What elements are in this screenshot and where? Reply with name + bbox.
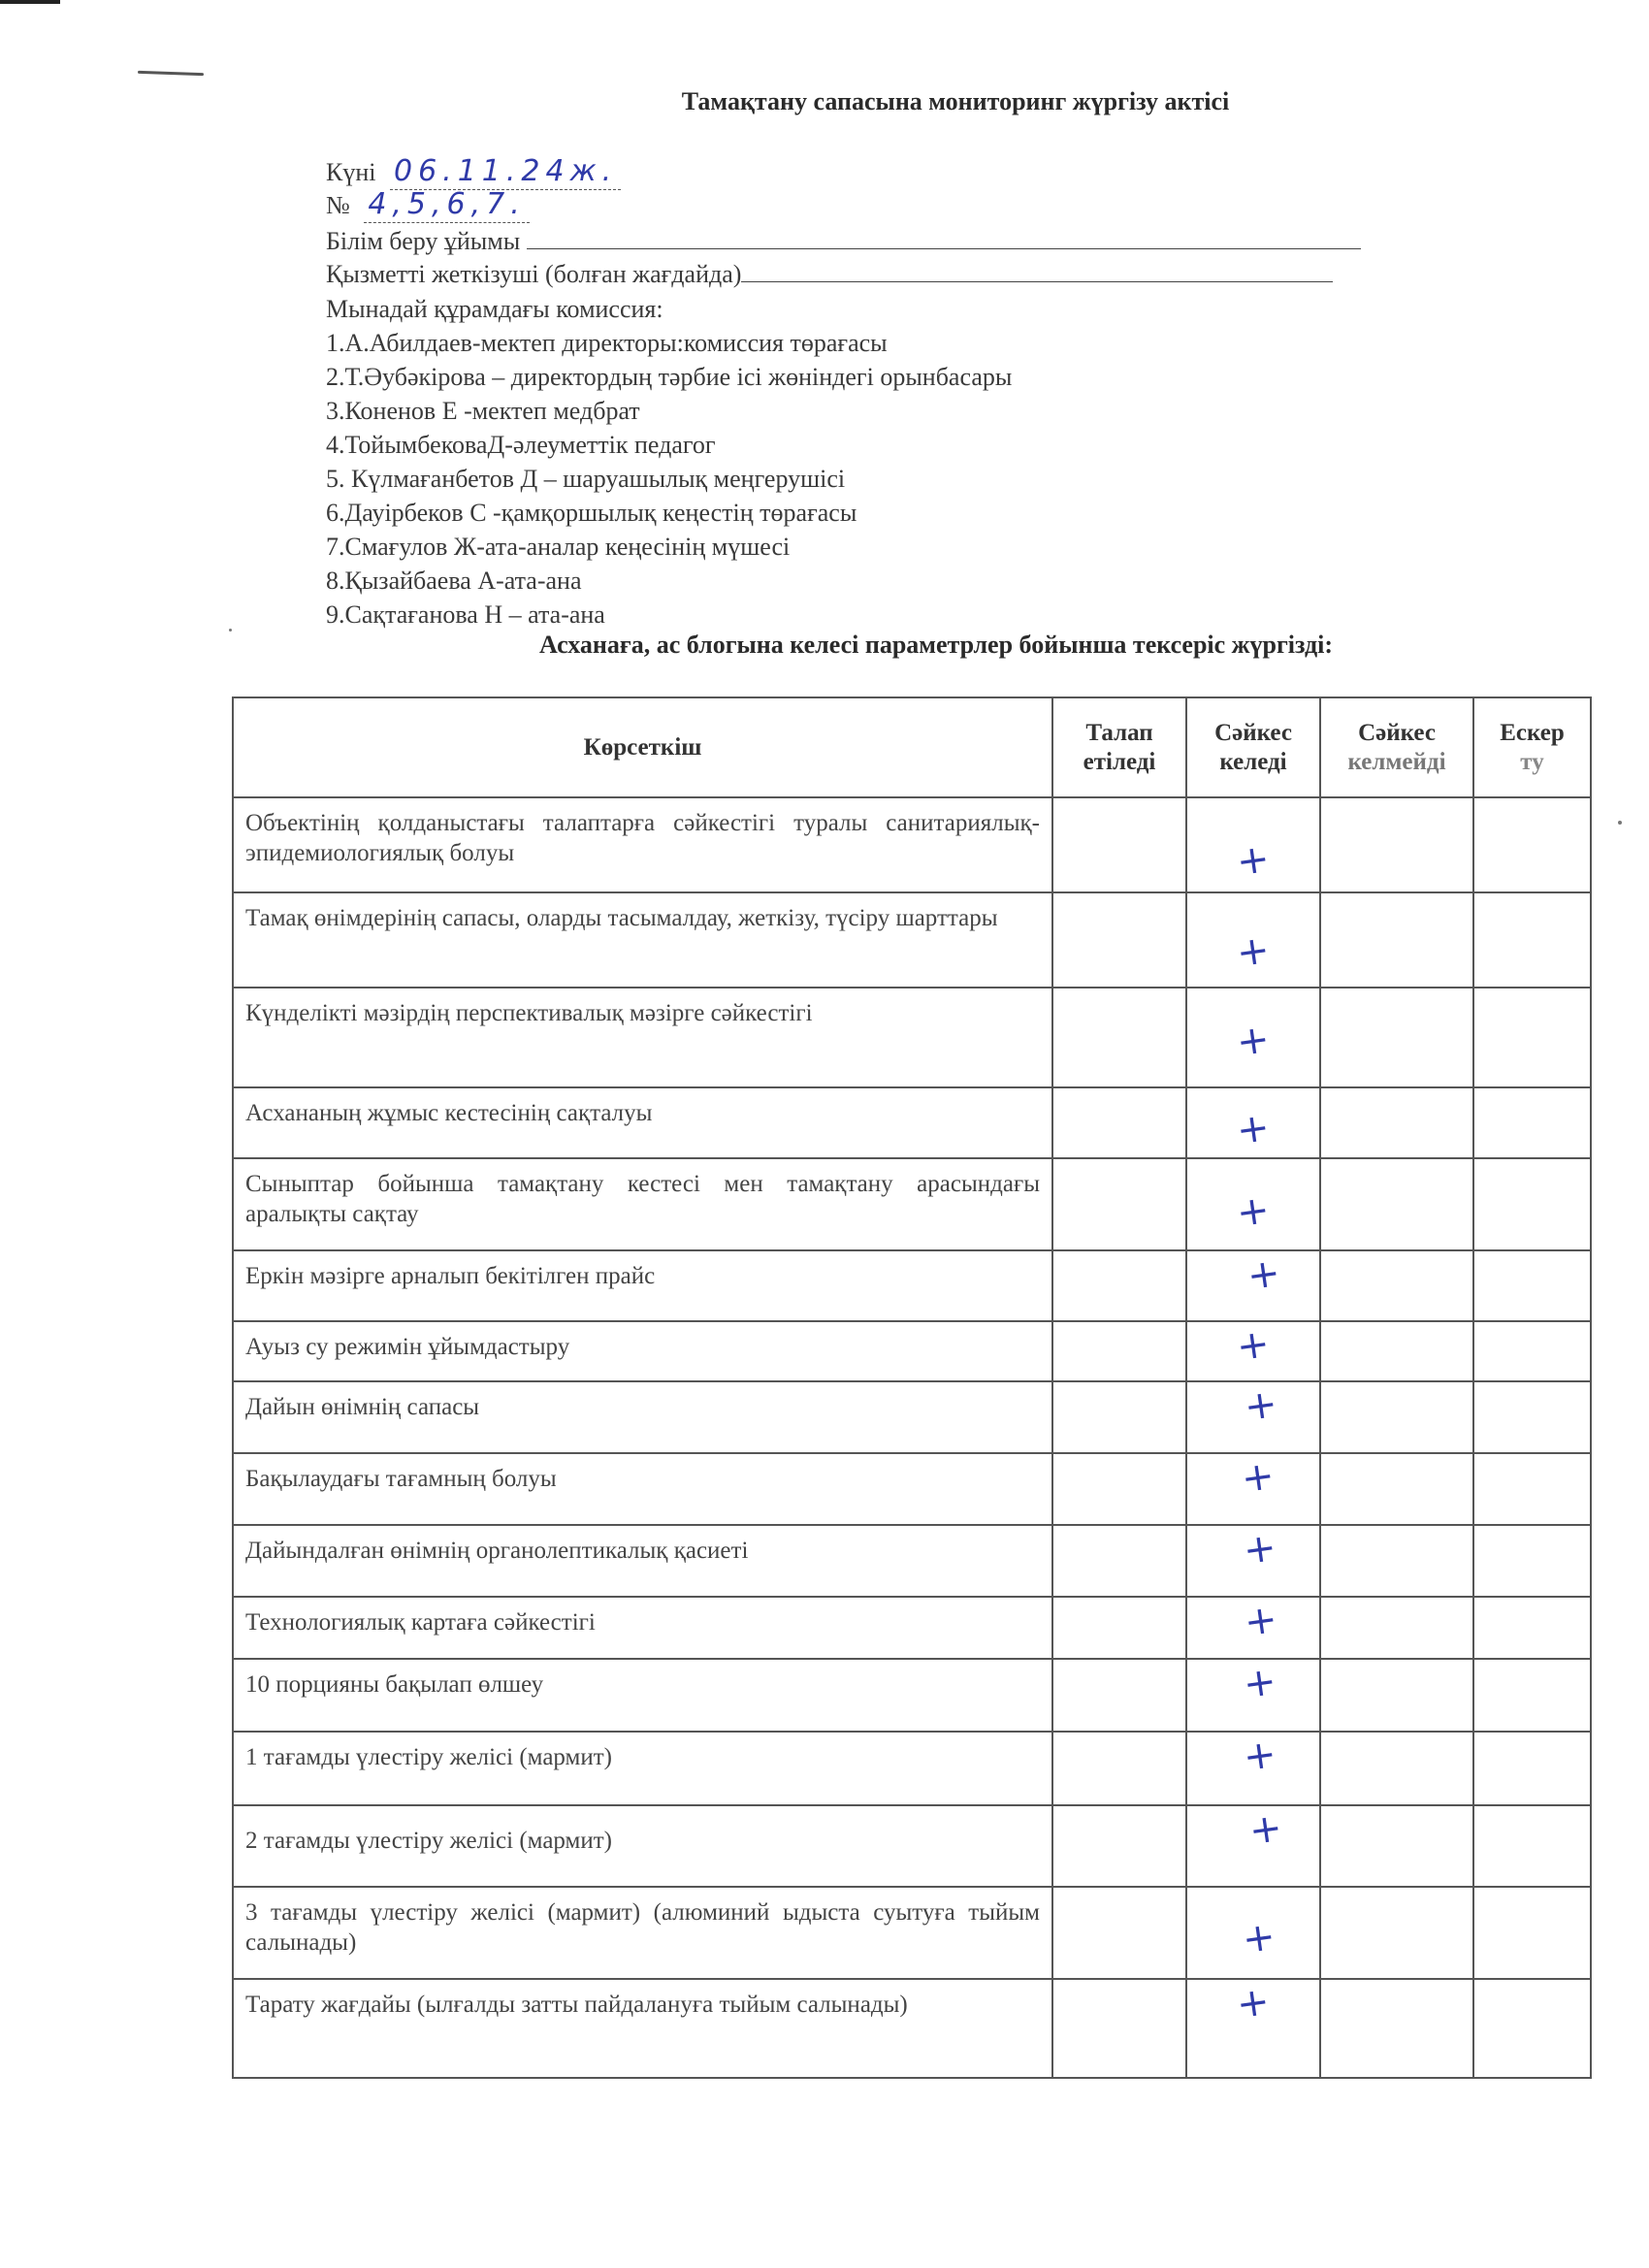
date-value: 06.11.24ж. — [393, 154, 618, 188]
note-cell — [1473, 1087, 1591, 1158]
provider-label: Қызметті жеткізуші (болған жағдайда) — [326, 260, 742, 288]
provider-blank — [741, 260, 1333, 282]
note-cell — [1473, 1597, 1591, 1659]
indicator-cell: Ауыз су режимін ұйымдастыру — [233, 1321, 1052, 1381]
table-row — [233, 1597, 1591, 1659]
indicator-cell: Объектінің қолданыстағы талаптарға сәйкестігі туралы санитариялық-эпидемиологиялық болуы — [233, 797, 1052, 892]
document-title: Тамақтану сапасына мониторинг жүргізу актісі — [681, 87, 1230, 115]
check-mark: + — [1241, 1731, 1279, 1781]
date-line — [326, 155, 621, 190]
noncompliant-cell — [1320, 1158, 1473, 1250]
scan-corner-mark — [0, 0, 60, 4]
required-cell — [1052, 1453, 1186, 1525]
check-mark: + — [1246, 1804, 1285, 1855]
note-cell — [1473, 1887, 1591, 1979]
commission-member: 5. Күлмағанбетов Д – шаруашылық меңгерушісі — [326, 465, 846, 493]
noncompliant-cell — [1320, 1597, 1473, 1659]
note-cell — [1473, 892, 1591, 988]
noncompliant-cell — [1320, 1250, 1473, 1321]
compliant-cell — [1186, 1453, 1320, 1525]
note-cell — [1473, 988, 1591, 1087]
indicator-cell: 2 тағамды үлестіру желісі (мармит) — [233, 1805, 1052, 1887]
table-row — [233, 1087, 1591, 1158]
date-value-field — [390, 155, 621, 190]
compliant-cell — [1186, 797, 1320, 892]
compliant-cell — [1186, 1321, 1320, 1381]
required-cell — [1052, 1381, 1186, 1453]
noncompliant-cell — [1320, 1887, 1473, 1979]
table-row — [233, 1732, 1591, 1805]
col-header-note: Ескер ту — [1473, 697, 1591, 797]
col-header-indicator: Көрсеткіш — [233, 697, 1052, 797]
table-row — [233, 1453, 1591, 1525]
required-cell — [1052, 1087, 1186, 1158]
check-mark: + — [1241, 1524, 1279, 1574]
required-cell — [1052, 1597, 1186, 1659]
note-cell — [1473, 1250, 1591, 1321]
commission-member: 4.ТойымбековаД-әлеуметтік педагог — [326, 431, 716, 459]
noncompliant-cell — [1320, 1381, 1473, 1453]
scan-speck — [1618, 821, 1622, 825]
indicator-cell: Тарату жағдайы (ылғалды затты пайдалануға тыйым салынады) — [233, 1979, 1052, 2078]
check-mark: + — [1234, 1186, 1273, 1237]
indicator-cell: 3 тағамды үлестіру желісі (мармит) (алюминий ыдыста суытуға тыйым салынады) — [233, 1887, 1052, 1979]
commission-member: 3.Коненов Е -мектеп медбрат — [326, 397, 640, 425]
noncompliant-cell — [1320, 1321, 1473, 1381]
table-row — [233, 892, 1591, 988]
check-mark: + — [1234, 835, 1273, 886]
required-cell — [1052, 1805, 1186, 1887]
noncompliant-cell — [1320, 1659, 1473, 1732]
required-cell — [1052, 1659, 1186, 1732]
compliant-cell — [1186, 1087, 1320, 1158]
indicator-cell: Сыныптар бойынша тамақтану кестесі мен тамақтану арасындағы аралықты сақтау — [233, 1158, 1052, 1250]
note-cell — [1473, 1805, 1591, 1887]
note-cell — [1473, 1525, 1591, 1597]
check-mark: + — [1234, 1104, 1273, 1154]
noncompliant-cell — [1320, 892, 1473, 988]
commission-member: 1.А.Абилдаев-мектеп директоры:комиссия төрағасы — [326, 329, 888, 357]
compliant-cell — [1186, 1659, 1320, 1732]
commission-member: 2.Т.Әубәкірова – директордың тәрбие ісі жөніндегі орынбасары — [326, 363, 1013, 391]
table-row — [233, 1659, 1591, 1732]
inspection-table — [232, 697, 1592, 2079]
compliant-cell — [1186, 1525, 1320, 1597]
number-label: № — [326, 191, 350, 219]
indicator-cell: Технологиялық картаға сәйкестігі — [233, 1597, 1052, 1659]
noncompliant-cell — [1320, 1732, 1473, 1805]
note-cell — [1473, 797, 1591, 892]
table-row — [233, 1321, 1591, 1381]
compliant-cell — [1186, 1597, 1320, 1659]
noncompliant-cell — [1320, 1087, 1473, 1158]
commission-member: 8.Қызайбаева А-ата-ана — [326, 567, 582, 595]
note-cell — [1473, 1659, 1591, 1732]
number-value: 4,5,6,7. — [368, 187, 526, 221]
col-header-compliant: Сәйкес келеді — [1186, 697, 1320, 797]
indicator-cell: 10 порцияны бақылап өлшеу — [233, 1659, 1052, 1732]
required-cell — [1052, 1250, 1186, 1321]
indicator-cell: Еркін мәзірге арналып бекітілген прайс — [233, 1250, 1052, 1321]
table-row — [233, 1887, 1591, 1979]
compliant-cell — [1186, 1250, 1320, 1321]
org-line — [326, 225, 1361, 258]
indicator-cell: 1 тағамды үлестіру желісі (мармит) — [233, 1732, 1052, 1805]
inspection-subheading: Асханаға, ас блогына келесі параметрлер бойынша тексеріс жүргізді: — [538, 631, 1334, 659]
check-mark: + — [1239, 1452, 1277, 1503]
check-mark: + — [1242, 1596, 1280, 1646]
required-cell — [1052, 1979, 1186, 2078]
table-row — [233, 1805, 1591, 1887]
org-label: Білім беру ұйымы — [326, 227, 521, 255]
check-mark: + — [1240, 1913, 1278, 1963]
provider-line — [326, 258, 1333, 291]
noncompliant-cell — [1320, 1453, 1473, 1525]
indicator-cell: Дайын өнімнің сапасы — [233, 1381, 1052, 1453]
org-blank — [527, 227, 1361, 249]
note-cell — [1473, 1321, 1591, 1381]
check-mark: + — [1241, 1658, 1279, 1708]
col-header-required: Талап етіледі — [1052, 697, 1186, 797]
indicator-cell: Күнделікті мәзірдің перспективалық мәзірге сәйкестігі — [233, 988, 1052, 1087]
required-cell — [1052, 1732, 1186, 1805]
commission-label: Мынадай құрамдағы комиссия: — [326, 295, 663, 323]
commission-member: 6.Дауірбеков С -қамқоршылық кеңестің төрағасы — [326, 499, 857, 527]
compliant-cell — [1186, 1887, 1320, 1979]
indicator-cell: Дайындалған өнімнің органолептикалық қасиеті — [233, 1525, 1052, 1597]
note-cell — [1473, 1158, 1591, 1250]
note-cell — [1473, 1979, 1591, 2078]
compliant-cell — [1186, 1732, 1320, 1805]
col-header-noncompliant: Сәйкес келмейді — [1320, 697, 1473, 797]
check-mark: + — [1234, 926, 1273, 977]
table-row — [233, 797, 1591, 892]
note-cell — [1473, 1732, 1591, 1805]
required-cell — [1052, 988, 1186, 1087]
required-cell — [1052, 892, 1186, 988]
compliant-cell — [1186, 1158, 1320, 1250]
table-row — [233, 1158, 1591, 1250]
required-cell — [1052, 1525, 1186, 1597]
indicator-cell: Тамақ өнімдерінің сапасы, оларды тасымалдау, жеткізу, түсіру шарттары — [233, 892, 1052, 988]
note-cell — [1473, 1381, 1591, 1453]
date-label: Күні — [326, 158, 376, 186]
required-cell — [1052, 1887, 1186, 1979]
commission-member: 9.Сақтағанова Н – ата-ана — [326, 600, 605, 629]
scan-dash-mark — [138, 71, 204, 76]
noncompliant-cell — [1320, 797, 1473, 892]
compliant-cell — [1186, 1381, 1320, 1453]
compliant-cell — [1186, 1805, 1320, 1887]
check-mark: + — [1234, 1016, 1273, 1066]
commission-member: 7.Смағулов Ж-ата-аналар кеңесінің мүшесі — [326, 533, 791, 561]
check-mark: + — [1242, 1380, 1280, 1431]
indicator-cell: Асхананың жұмыс кестесінің сақталуы — [233, 1087, 1052, 1158]
required-cell — [1052, 1321, 1186, 1381]
table-row — [233, 1979, 1591, 2078]
compliant-cell — [1186, 988, 1320, 1087]
table-row — [233, 1381, 1591, 1453]
number-line — [326, 188, 530, 223]
table-header-row — [233, 697, 1591, 797]
table-row — [233, 1250, 1591, 1321]
noncompliant-cell — [1320, 1525, 1473, 1597]
check-mark: + — [1234, 1320, 1273, 1371]
noncompliant-cell — [1320, 988, 1473, 1087]
noncompliant-cell — [1320, 1979, 1473, 2078]
noncompliant-cell — [1320, 1805, 1473, 1887]
compliant-cell — [1186, 1979, 1320, 2078]
table-row — [233, 1525, 1591, 1597]
required-cell — [1052, 1158, 1186, 1250]
indicator-cell: Бақылаудағы тағамның болуы — [233, 1453, 1052, 1525]
check-mark: + — [1245, 1249, 1283, 1300]
table-row — [233, 988, 1591, 1087]
note-cell — [1473, 1453, 1591, 1525]
check-mark: + — [1234, 1978, 1273, 2028]
required-cell — [1052, 797, 1186, 892]
number-value-field — [364, 188, 530, 223]
compliant-cell — [1186, 892, 1320, 988]
